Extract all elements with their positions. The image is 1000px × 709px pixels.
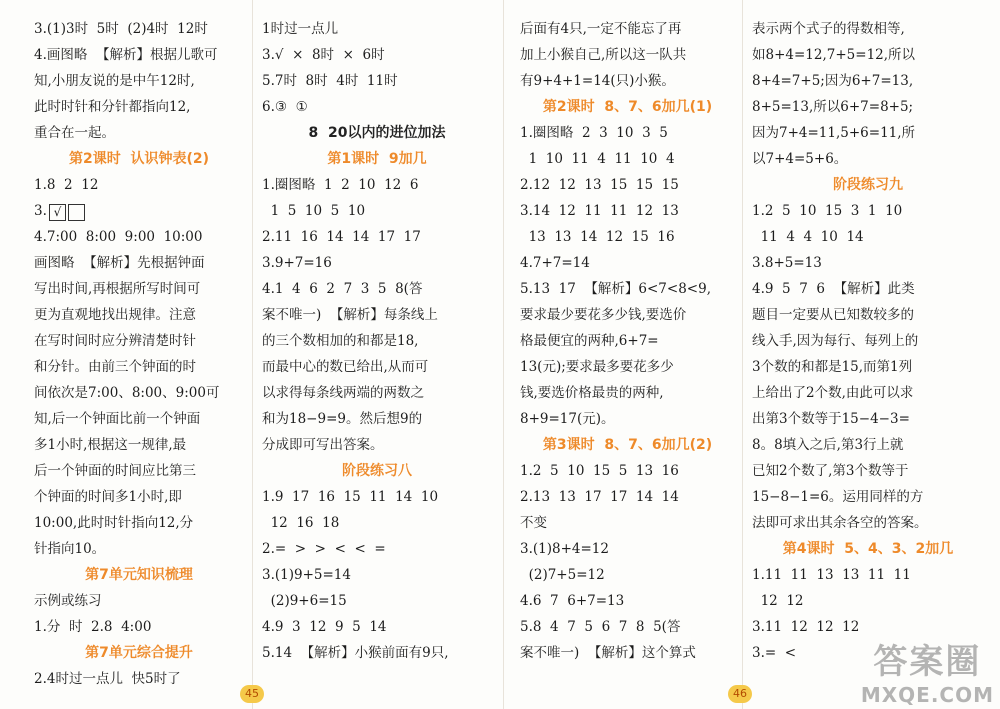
- answer-line: [520, 614, 735, 640]
- answer-line: [34, 354, 244, 380]
- line-text: 阶段练习八: [342, 463, 412, 479]
- line-text: 1.11 11 13 13 11 11: [752, 567, 911, 583]
- line-text: 1 10 11 4 11 10 4: [520, 151, 675, 167]
- line-text: 5.8 4 7 5 6 7 8 5(答: [520, 619, 681, 635]
- line-text: 4.6 7 6+7=13: [520, 593, 625, 609]
- answer-line: [752, 146, 984, 172]
- section-heading: [262, 120, 492, 146]
- line-text: 5.13 17 【解析】6<7<8<9,: [520, 281, 711, 297]
- answer-line: [520, 406, 735, 432]
- answer-line: [752, 276, 984, 302]
- line-text: 第2课时 8、7、6加几(1): [542, 99, 713, 115]
- line-text: 出第3个数等于15−4−3=: [752, 411, 910, 427]
- line-text: 线入手,因为每行、每列上的: [752, 333, 919, 349]
- line-text: 2.13 13 17 17 14 14: [520, 489, 679, 505]
- page-46-right-column: [752, 16, 984, 666]
- answer-line: [262, 172, 492, 198]
- answer-line: [520, 640, 735, 666]
- answer-line: [34, 198, 244, 224]
- answer-line: [752, 302, 984, 328]
- line-text: 1.圈图略 2 3 10 3 5: [520, 125, 668, 141]
- answer-line: [752, 510, 984, 536]
- line-text: 间依次是7:00、8:00、9:00可: [34, 385, 220, 401]
- line-text: 第3课时 8、7、6加几(2): [542, 437, 713, 453]
- line-text: 2.12 12 13 15 15 15: [520, 177, 679, 193]
- line-text: 5.14 【解析】小猴前面有9只,: [262, 645, 449, 661]
- answer-line: [34, 510, 244, 536]
- line-text: 阶段练习九: [833, 177, 903, 193]
- section-heading: [752, 536, 984, 562]
- line-text: 而最中心的数已给出,从而可: [262, 359, 429, 375]
- line-text: 3.(1)3时 5时 (2)4时 12时: [34, 21, 208, 37]
- answer-line: [520, 458, 735, 484]
- answer-line: [262, 16, 492, 42]
- line-text: 格最便宜的两种,6+7=: [520, 333, 659, 349]
- answer-line: [752, 432, 984, 458]
- line-text: 案不唯一) 【解析】每条线上: [262, 307, 438, 323]
- watermark-logo: [861, 634, 994, 707]
- line-text: 加上小猴自己,所以这一队共: [520, 47, 687, 63]
- answer-line: [520, 562, 735, 588]
- line-text: 12 12: [752, 593, 804, 609]
- line-text: 15−8−1=6。运用同样的方: [752, 489, 924, 505]
- line-text: 13 13 14 12 15 16: [520, 229, 675, 245]
- line-text: 6.③ ①: [262, 99, 308, 115]
- answer-line: [34, 432, 244, 458]
- line-text: 5.7时 8时 4时 11时: [262, 73, 398, 89]
- answer-line: [262, 588, 492, 614]
- answer-line: [752, 328, 984, 354]
- line-text: 以求得每条线两端的两数之: [262, 385, 424, 401]
- answer-line: [34, 94, 244, 120]
- line-text: 如8+4=12,7+5=12,所以: [752, 47, 916, 63]
- answer-line: [262, 380, 492, 406]
- line-text: 8+5=13,所以6+7=8+5;: [752, 99, 914, 115]
- answer-line: [34, 614, 244, 640]
- answer-line: [34, 536, 244, 562]
- answer-line: [262, 406, 492, 432]
- answer-line: [520, 146, 735, 172]
- line-text: 重合在一起。: [34, 125, 115, 141]
- section-heading: [34, 640, 244, 666]
- line-text: 4.7+7=14: [520, 255, 590, 271]
- answer-line: [520, 354, 735, 380]
- line-text: 3.√ × 8时 × 6时: [262, 47, 385, 63]
- section-heading: [262, 146, 492, 172]
- column-divider: [252, 0, 253, 709]
- page-number-right: 46: [728, 685, 752, 703]
- line-text: 2.4时过一点儿 快5时了: [34, 671, 181, 687]
- answer-line: [520, 328, 735, 354]
- line-text: 3.(1)9+5=14: [262, 567, 351, 583]
- answer-line: [262, 250, 492, 276]
- section-heading: [34, 562, 244, 588]
- answer-line: [520, 68, 735, 94]
- section-heading: [520, 432, 735, 458]
- line-text: 4.7:00 8:00 9:00 10:00: [34, 229, 203, 245]
- answer-line: [520, 588, 735, 614]
- answer-line: [752, 94, 984, 120]
- line-text: 8+9=17(元)。: [520, 411, 615, 427]
- line-text: 3.14 12 11 11 12 13: [520, 203, 679, 219]
- line-text: 3个数的和都是15,而第1列: [752, 359, 913, 375]
- line-text: 1.圈图略 1 2 10 12 6: [262, 177, 419, 193]
- line-text: 8 20以内的进位加法: [308, 125, 446, 141]
- answer-line: [752, 42, 984, 68]
- line-text: 8+4=7+5;因为6+7=13,: [752, 73, 914, 89]
- line-text: 4.9 3 12 9 5 14: [262, 619, 387, 635]
- line-text: 更为直观地找出规律。注意: [34, 307, 196, 323]
- answer-line: [34, 172, 244, 198]
- line-text: 1.2 5 10 15 3 1 10: [752, 203, 903, 219]
- answer-line: [262, 562, 492, 588]
- line-text: 2.11 16 14 14 17 17: [262, 229, 421, 245]
- line-text: 1时过一点儿: [262, 21, 339, 37]
- answer-checkboxes: [47, 199, 85, 225]
- answer-line: [520, 510, 735, 536]
- answer-line: [262, 510, 492, 536]
- watermark-text: 答案圈: [873, 642, 982, 682]
- line-text: 上给出了2个数,由此可以求: [752, 385, 914, 401]
- line-text: 后面有4只,一定不能忘了再: [520, 21, 682, 37]
- answer-line: [262, 94, 492, 120]
- answer-line: [34, 458, 244, 484]
- answer-line: [520, 16, 735, 42]
- watermark-url: MXQE.COM: [860, 683, 994, 707]
- answer-line: [34, 250, 244, 276]
- line-text: 4.画图略 【解析】根据儿歌可: [34, 47, 218, 63]
- page-gutter: [503, 0, 504, 709]
- answer-line: [752, 198, 984, 224]
- answer-line: [34, 484, 244, 510]
- line-text: 此时时针和分针都指向12,: [34, 99, 191, 115]
- answer-line: [34, 666, 244, 692]
- answer-line: [262, 68, 492, 94]
- line-text: 写出时间,再根据所写时间可: [34, 281, 201, 297]
- answer-line: [34, 406, 244, 432]
- answer-line: [752, 484, 984, 510]
- line-text: 的三个数相加的和都是18,: [262, 333, 419, 349]
- line-text: (2)7+5=12: [520, 567, 605, 583]
- line-text: 3.: [34, 203, 47, 219]
- answer-line: [34, 380, 244, 406]
- answer-line: [752, 250, 984, 276]
- line-text: 1.9 17 16 15 11 14 10: [262, 489, 439, 505]
- answer-line: [262, 328, 492, 354]
- answer-line: [752, 68, 984, 94]
- line-text: 案不唯一) 【解析】这个算式: [520, 645, 696, 661]
- answer-line: [262, 354, 492, 380]
- answer-box: √: [49, 204, 66, 221]
- line-text: 要求最少要花多少钱,要选价: [520, 307, 687, 323]
- line-text: 1.8 2 12: [34, 177, 99, 193]
- line-text: 3.(1)8+4=12: [520, 541, 609, 557]
- line-text: 个钟面的时间多1小时,即: [34, 489, 182, 505]
- answer-line: [34, 120, 244, 146]
- section-heading: [520, 94, 735, 120]
- line-text: 第7单元知识梳理: [85, 567, 193, 583]
- line-text: 8。8填入之后,第3行上就: [752, 437, 904, 453]
- answer-line: [262, 224, 492, 250]
- answer-line: [34, 302, 244, 328]
- line-text: 4.9 5 7 6 【解析】此类: [752, 281, 915, 297]
- line-text: 后一个钟面的时间应比第三: [34, 463, 196, 479]
- answer-line: [520, 380, 735, 406]
- line-text: 示例或练习: [34, 593, 102, 609]
- page-46-left-column: [520, 16, 735, 666]
- page-45-left-column: [34, 16, 244, 692]
- answer-line: [752, 380, 984, 406]
- answer-line: [262, 302, 492, 328]
- section-heading: [262, 458, 492, 484]
- answer-line: [262, 640, 492, 666]
- page-number-left: 45: [240, 685, 264, 703]
- line-text: 针指向10。: [34, 541, 106, 557]
- answer-line: [262, 432, 492, 458]
- answer-line: [752, 120, 984, 146]
- line-text: 第2课时 认识钟表(2): [68, 151, 210, 167]
- answer-line: [34, 328, 244, 354]
- answer-line: [752, 562, 984, 588]
- answer-line: [34, 68, 244, 94]
- line-text: 因为7+4=11,5+6=11,所: [752, 125, 916, 141]
- answer-line: [520, 224, 735, 250]
- section-heading: [34, 146, 244, 172]
- answer-line: [520, 276, 735, 302]
- line-text: 12 16 18: [262, 515, 340, 531]
- answer-line: [34, 42, 244, 68]
- page-45-right-column: [262, 16, 492, 666]
- answer-line: [262, 484, 492, 510]
- line-text: 和分针。由前三个钟面的时: [34, 359, 196, 375]
- line-text: 1.分 时 2.8 4:00: [34, 619, 152, 635]
- line-text: 13(元);要求最多要花多少: [520, 359, 674, 375]
- line-text: 表示两个式子的得数相等,: [752, 21, 905, 37]
- line-text: 分成即可写出答案。: [262, 437, 384, 453]
- answer-line: [752, 354, 984, 380]
- line-text: 法即可求出其余各空的答案。: [752, 515, 928, 531]
- answer-line: [752, 224, 984, 250]
- line-text: 3.8+5=13: [752, 255, 822, 271]
- answer-box: [68, 204, 85, 221]
- line-text: 多1小时,根据这一规律,最: [34, 437, 187, 453]
- line-text: 画图略 【解析】先根据钟面: [34, 255, 205, 271]
- answer-line: [262, 276, 492, 302]
- answer-line: [34, 276, 244, 302]
- line-text: 已知2个数了,第3个数等于: [752, 463, 909, 479]
- line-text: 不变: [520, 515, 547, 531]
- line-text: (2)9+6=15: [262, 593, 347, 609]
- line-text: 知,小朋友说的是中午12时,: [34, 73, 195, 89]
- answer-line: [520, 198, 735, 224]
- line-text: 11 4 4 10 14: [752, 229, 864, 245]
- answer-line: [262, 536, 492, 562]
- line-text: 有9+4+1=14(只)小猴。: [520, 73, 675, 89]
- answer-line: [752, 458, 984, 484]
- answer-line: [520, 302, 735, 328]
- line-text: 在写时间时应分辨清楚时针: [34, 333, 196, 349]
- answer-line: [520, 42, 735, 68]
- section-heading: [752, 172, 984, 198]
- line-text: 2.= > > < < =: [262, 541, 386, 557]
- line-text: 10:00,此时时针指向12,分: [34, 515, 194, 531]
- line-text: 4.1 4 6 2 7 3 5 8(答: [262, 281, 423, 297]
- answer-line: [34, 224, 244, 250]
- line-text: 以7+4=5+6。: [752, 151, 848, 167]
- answer-line: [752, 16, 984, 42]
- line-text: 第1课时 9加几: [327, 151, 427, 167]
- answer-line: [520, 484, 735, 510]
- answer-line: [262, 42, 492, 68]
- answer-line: [520, 172, 735, 198]
- line-text: 3.9+7=16: [262, 255, 332, 271]
- line-text: 第4课时 5、4、3、2加几: [782, 541, 954, 557]
- line-text: 和为18−9=9。然后想9的: [262, 411, 423, 427]
- line-text: 1 5 10 5 10: [262, 203, 366, 219]
- answer-line: [262, 614, 492, 640]
- answer-line: [520, 250, 735, 276]
- column-divider: [742, 0, 743, 709]
- line-text: 题目一定要从已知数较多的: [752, 307, 914, 323]
- line-text: 3.11 12 12 12: [752, 619, 860, 635]
- answer-line: [520, 120, 735, 146]
- answer-line: [262, 198, 492, 224]
- answer-line: [752, 588, 984, 614]
- line-text: 第7单元综合提升: [85, 645, 193, 661]
- answer-line: [520, 536, 735, 562]
- answer-line: [752, 406, 984, 432]
- answer-line: [34, 588, 244, 614]
- line-text: 钱,要选价格最贵的两种,: [520, 385, 664, 401]
- line-text: 1.2 5 10 15 5 13 16: [520, 463, 679, 479]
- answer-line: [34, 16, 244, 42]
- line-text: 3.= <: [752, 645, 797, 661]
- line-text: 知,后一个钟面比前一个钟面: [34, 411, 201, 427]
